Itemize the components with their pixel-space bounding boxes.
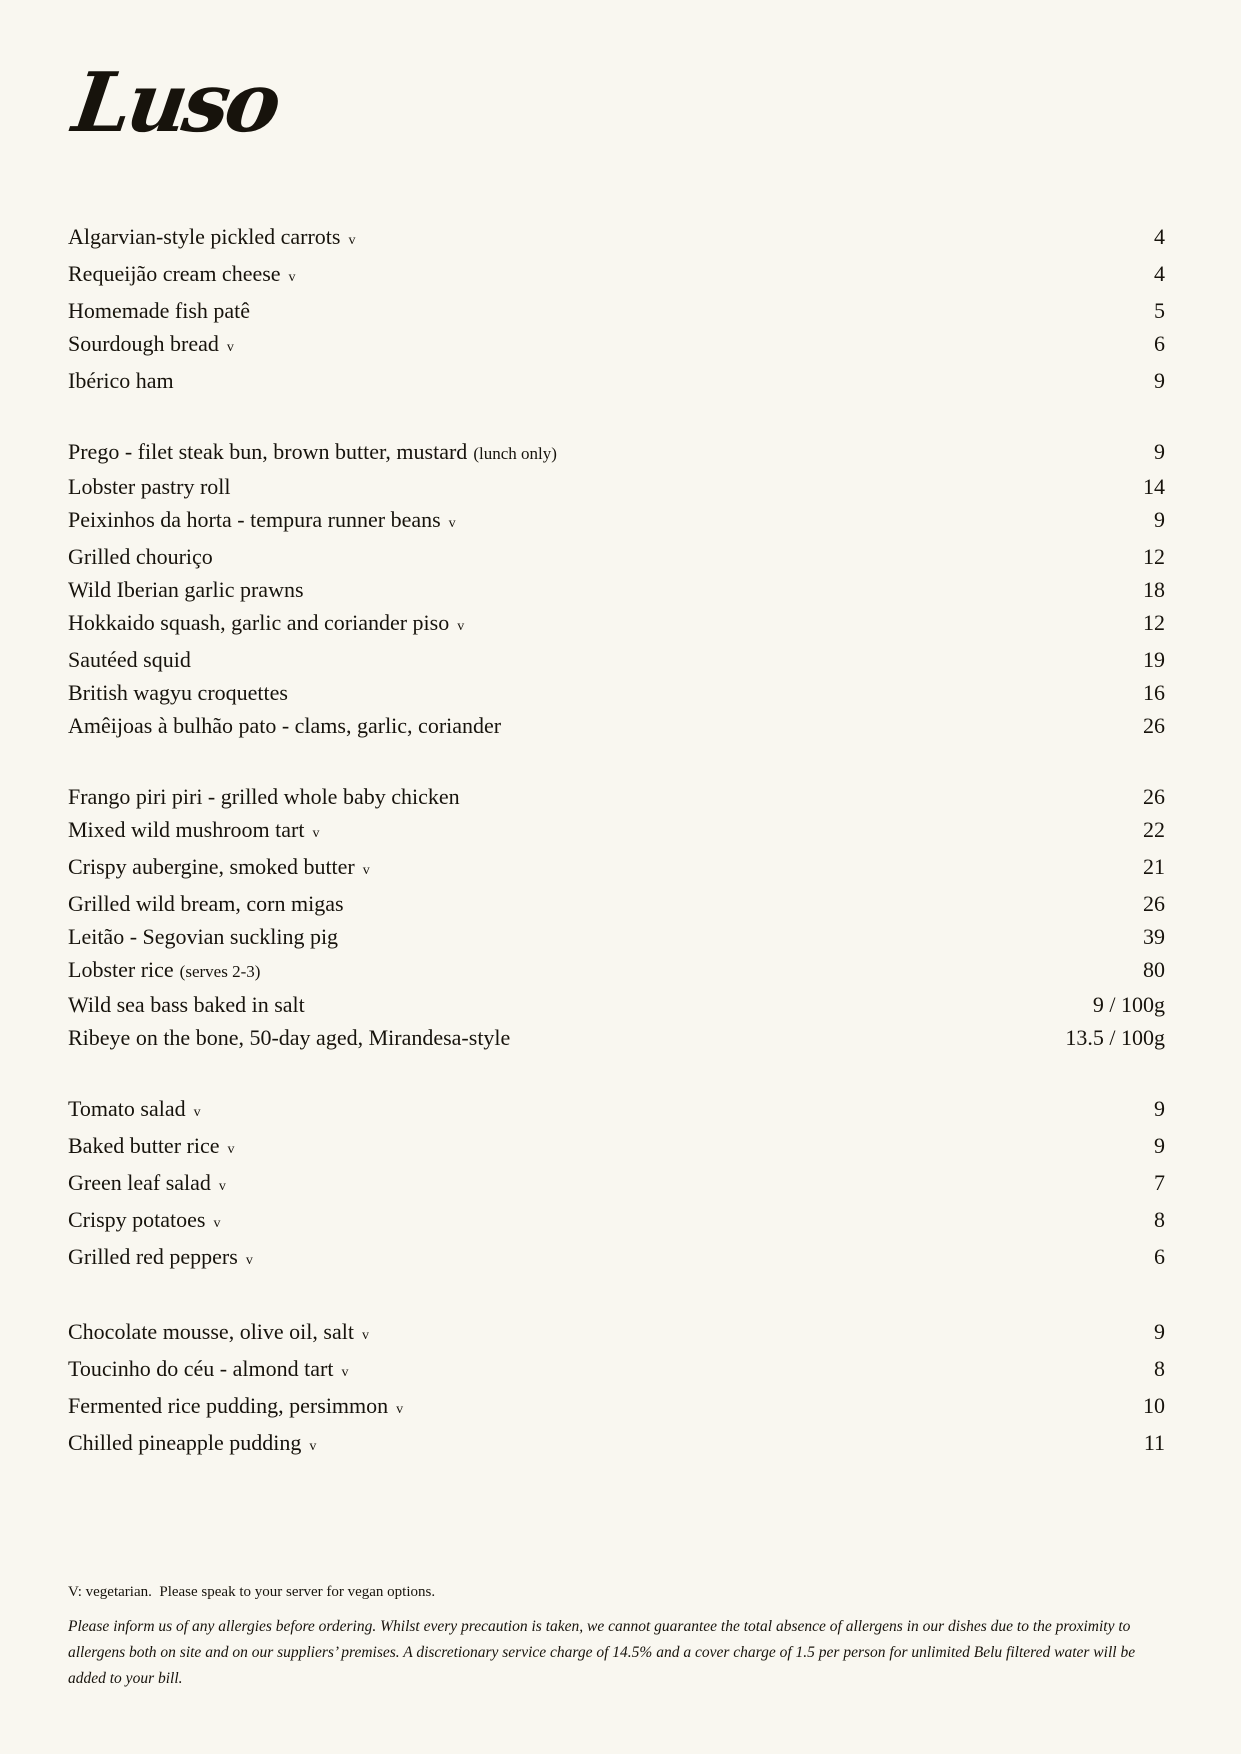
menu-item-row [68, 327, 1165, 364]
dish-name: Requeijão cream cheese [68, 261, 281, 287]
dish-price: 9 [1154, 1133, 1165, 1159]
dish [68, 850, 1143, 887]
vegetarian-marker: v [457, 619, 465, 635]
dish [68, 606, 1143, 643]
dish [68, 1315, 1154, 1352]
dish-name: Ribeye on the bone, 50-day aged, Mirandesa-style [68, 1025, 511, 1051]
vegetarian-marker: v [288, 270, 296, 286]
menu-item-row [68, 988, 1165, 1021]
dish [68, 1240, 1154, 1277]
dish-price: 4 [1154, 224, 1165, 250]
dish [68, 643, 1143, 676]
dish-note: (serves 2-3) [179, 962, 261, 982]
menu-item-row [68, 435, 1165, 470]
dish [68, 1389, 1143, 1426]
dish-note: (lunch only) [473, 444, 557, 464]
dish-price: 10 [1143, 1393, 1165, 1419]
dish-price: 8 [1154, 1356, 1165, 1382]
vegetarian-marker: v [193, 1105, 201, 1121]
dish [68, 953, 1143, 988]
menu-item-row [68, 1315, 1165, 1352]
dish-name: Chilled pineapple pudding [68, 1430, 302, 1456]
menu-item-row [68, 220, 1165, 257]
dish-name: Sautéed squid [68, 647, 191, 673]
dish-name: Hokkaido squash, garlic and coriander piso [68, 610, 450, 636]
menu-item-row [68, 1203, 1165, 1240]
menu-item-row [68, 1129, 1165, 1166]
dish [68, 220, 1154, 257]
dish-price: 26 [1143, 713, 1165, 739]
menu-item-row [68, 540, 1165, 573]
dish-price: 12 [1143, 544, 1165, 570]
menu-item-row [68, 920, 1165, 953]
dish-name: Baked butter rice [68, 1133, 220, 1159]
vegetarian-marker: v [341, 1365, 349, 1381]
dish [68, 1203, 1154, 1240]
dish [68, 920, 1143, 953]
dish-name: Lobster rice [68, 957, 174, 983]
dish-price: 19 [1143, 647, 1165, 673]
dish-name: Grilled chouriço [68, 544, 213, 570]
vegetarian-marker: v [348, 233, 356, 249]
dish [68, 503, 1154, 540]
dish-price: 6 [1154, 1244, 1165, 1270]
menu-section-2 [68, 435, 1165, 742]
dish-name: Ibérico ham [68, 368, 174, 394]
menu-item-row [68, 470, 1165, 503]
dish-name: Crispy aubergine, smoked butter [68, 854, 355, 880]
dish-name: Crispy potatoes [68, 1207, 206, 1233]
menu-item-row [68, 294, 1165, 327]
dish [68, 1352, 1154, 1389]
dish-name: Grilled wild bream, corn migas [68, 891, 344, 917]
dish-price: 9 [1154, 507, 1165, 533]
vegetarian-marker: v [361, 1328, 369, 1344]
dish-price: 9 [1154, 1319, 1165, 1345]
dish-name: Algarvian-style pickled carrots [68, 224, 341, 250]
footer [68, 1584, 1165, 1692]
dish-price: 6 [1154, 331, 1165, 357]
dish-price: 21 [1143, 854, 1165, 880]
dish [68, 1129, 1154, 1166]
menu-item-row [68, 780, 1165, 813]
dish-price: 9 [1154, 1096, 1165, 1122]
dish-name: Mixed wild mushroom tart [68, 817, 305, 843]
dish-name: Wild sea bass baked in salt [68, 992, 305, 1018]
dish-name: Tomato salad [68, 1096, 186, 1122]
restaurant-logo: Luso [67, 55, 284, 151]
dish-name: Toucinho do céu - almond tart [68, 1356, 334, 1382]
dish-price: 7 [1154, 1170, 1165, 1196]
menu-section-3 [68, 780, 1165, 1054]
dish [68, 780, 1143, 813]
dish-name: Peixinhos da horta - tempura runner beans [68, 507, 441, 533]
dish [68, 435, 1154, 470]
dish-name: Homemade fish patê [68, 298, 251, 324]
dish-name: Amêijoas à bulhão pato - clams, garlic, coriander [68, 713, 502, 739]
dish [68, 257, 1154, 294]
vegetarian-note: V: vegetarian. Please speak to your server for vegan options. [68, 1584, 436, 1600]
dish-price: 13.5 / 100g [1065, 1025, 1165, 1051]
vegetarian-marker: v [448, 516, 456, 532]
dish [68, 1426, 1144, 1463]
menu-item-row [68, 813, 1165, 850]
vegetarian-marker: v [309, 1439, 317, 1455]
menu-sections [68, 220, 1165, 1463]
dish-price: 4 [1154, 261, 1165, 287]
dish-price: 9 / 100g [1092, 992, 1165, 1018]
dish [68, 364, 1154, 397]
dish [68, 327, 1154, 364]
dish-price: 16 [1143, 680, 1165, 706]
dish-price: 8 [1154, 1207, 1165, 1233]
menu-item-row [68, 850, 1165, 887]
menu-section-5 [68, 1315, 1165, 1463]
dish-name: Chocolate mousse, olive oil, salt [68, 1319, 354, 1345]
vegetarian-marker: v [226, 340, 234, 356]
menu-item-row [68, 953, 1165, 988]
menu-item-row [68, 643, 1165, 676]
vegetarian-marker: v [396, 1402, 404, 1418]
dish [68, 813, 1143, 850]
dish [68, 294, 1154, 327]
vegetarian-marker: v [213, 1216, 221, 1232]
dish [68, 1092, 1154, 1129]
menu-section-4 [68, 1092, 1165, 1277]
dish-price: 26 [1143, 891, 1165, 917]
dish-price: 9 [1154, 439, 1165, 465]
dish-name: Frango piri piri - grilled whole baby chicken [68, 784, 460, 810]
dish-price: 22 [1143, 817, 1165, 843]
menu-section-1 [68, 220, 1165, 397]
dish [68, 709, 1143, 742]
dish-name: Wild Iberian garlic prawns [68, 577, 304, 603]
menu-item-row [68, 606, 1165, 643]
dish-name: British wagyu croquettes [68, 680, 288, 706]
menu-item-row [68, 1240, 1165, 1277]
dish [68, 573, 1143, 606]
menu-item-row [68, 1092, 1165, 1129]
menu-item-row [68, 1426, 1165, 1463]
dish-price: 5 [1154, 298, 1165, 324]
menu-item-row [68, 573, 1165, 606]
menu-item-row [68, 709, 1165, 742]
dish [68, 1021, 1065, 1054]
vegetarian-marker: v [245, 1253, 253, 1269]
menu-item-row [68, 887, 1165, 920]
allergy-note: Please inform us of any allergies before ordering. Whilst every precaution is taken, we cannot guarantee the total absence of allergens in our dishes due to the proximity to allergens both on site and on our suppliers’ premises. A discretionary service charge of 14.5% and a cover charge of 1.5 per person for unlimited Belu filtered water will be added to your bill. [68, 1618, 1136, 1687]
menu-item-row [68, 364, 1165, 397]
menu-item-row [68, 676, 1165, 709]
menu-item-row [68, 1166, 1165, 1203]
dish-price: 39 [1143, 924, 1165, 950]
vegetarian-marker: v [362, 863, 370, 879]
dish [68, 988, 1093, 1021]
vegetarian-marker: v [312, 826, 320, 842]
vegetarian-marker: v [218, 1179, 226, 1195]
dish-price: 12 [1143, 610, 1165, 636]
dish-price: 11 [1143, 1430, 1165, 1456]
dish-price: 26 [1143, 784, 1165, 810]
dish-name: Sourdough bread [68, 331, 219, 357]
dish-name: Lobster pastry roll [68, 474, 231, 500]
menu-item-row [68, 1389, 1165, 1426]
dish-name: Green leaf salad [68, 1170, 211, 1196]
dish-name: Fermented rice pudding, persimmon [68, 1393, 389, 1419]
menu-item-row [68, 503, 1165, 540]
dish [68, 540, 1143, 573]
dish [68, 887, 1143, 920]
menu-item-row [68, 1352, 1165, 1389]
dish-price: 9 [1154, 368, 1165, 394]
dish [68, 676, 1143, 709]
dish-name: Leitão - Segovian suckling pig [68, 924, 339, 950]
dish-price: 18 [1143, 577, 1165, 603]
vegetarian-marker: v [227, 1142, 235, 1158]
dish-price: 14 [1143, 474, 1165, 500]
dish-name: Grilled red peppers [68, 1244, 238, 1270]
dish-name: Prego - filet steak bun, brown butter, mustard [68, 439, 468, 465]
dish [68, 470, 1143, 503]
menu-item-row [68, 1021, 1165, 1054]
menu-item-row [68, 257, 1165, 294]
dish [68, 1166, 1154, 1203]
dish-price: 80 [1143, 957, 1165, 983]
